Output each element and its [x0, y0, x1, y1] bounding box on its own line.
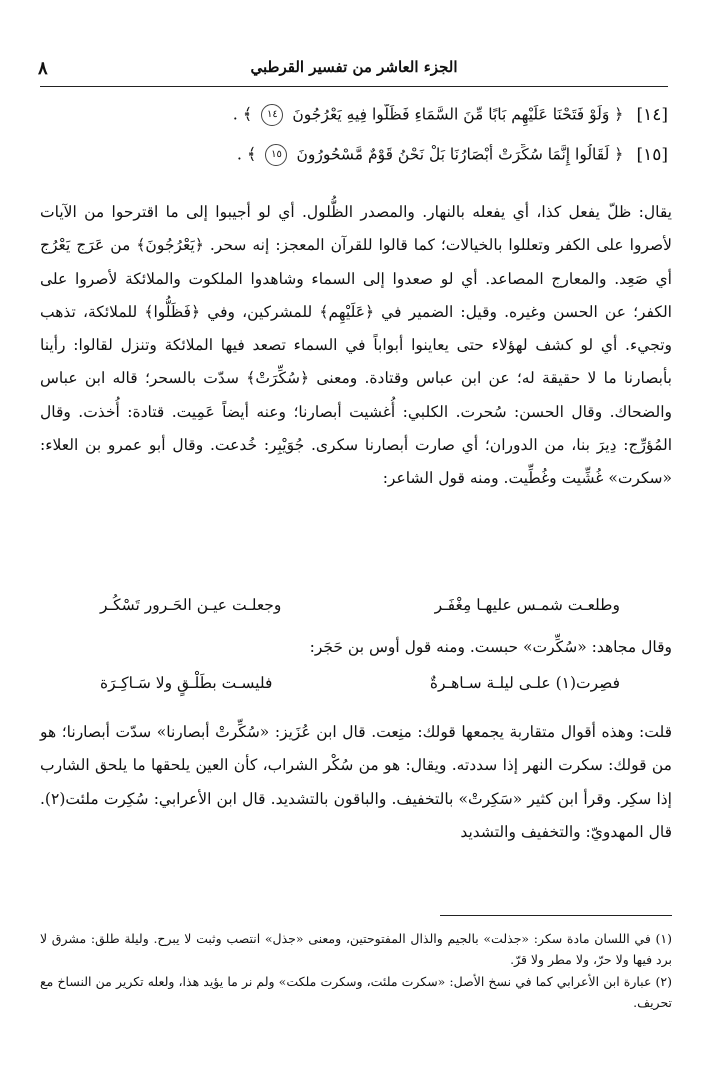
- poem-second-hemistich: وجعلـت عيـن الحَـرور تَسْكُـر: [100, 596, 282, 614]
- running-title: الجزء العاشر من تفسير القرطبي: [250, 58, 458, 76]
- footnotes: [40, 929, 672, 1015]
- verse-number: [١٥]: [636, 144, 668, 165]
- verse-number: [١٤]: [636, 104, 668, 125]
- commentary-paragraph: يقال: ظلّ يفعل كذا، أي يفعله بالنهار. والمصدر الظُّلول. أي لو أجيبوا إلى ما اقترحوا من الآيات لأصروا على الكفر وتعللوا بالخيالات؛ كما قالوا للقرآن المعجز: إنه سحر. ﴿يَعْرُجُونَ﴾ من عَرَج يَعْرُج أي صَعِد. والمعارج المصاعد. أي لو صعدوا إلى السماء وشاهدوا الملكوت والملائكة لأصروا على الكفر؛ عن الحسن وغيره. وقيل: الضمير في ﴿عَلَيْهِم﴾ للمشركين، وفي ﴿فَظَلُّوا﴾ للملائكة، تذهب وتجيء. أي لو كشف لهؤلاء حتى يعاينوا أبواباً في السماء تصعد فيها الملائكة وتنزل لقالوا: رأينا بأبصارنا ما لا حقيقة له؛ عن ابن عباس وقتادة. ومعنى ﴿سُكِّرَتْ﴾ سدّت بالسحر؛ قاله ابن عباس والضحاك. وقال الحسن: سُحرت. الكلبي: أُغشيت أبصارنا؛ وعنه أيضاً عَمِيت. قتادة: أُخذت. وقال المُؤرِّج: دِيرَ بنا، من الدوران؛ أي صارت أبصارنا سكرى. جُوَيْبِر: خُدعت. وقال أبو عمرو بن العلاء: «سكرت» غُشِّيت وغُطِّيت. ومنه قول الشاعر:: [40, 203, 672, 488]
- verse-text: ﴿ لَقَالُوا إِنَّمَا سُكِّرَتْ أَبْصَارُنَا بَلْ نَحْنُ قَوْمٌ مَّسْحُورُونَ: [296, 145, 624, 164]
- poem-first-hemistich: وطلعـت شمـس عليهـا مِغْفَـر: [434, 596, 620, 614]
- footnote-1: (١) في اللسان مادة سكر: «جذلت» بالجيم والذال المفتوحتين، ومعنى «جذل» انتصب وثبت لا يبرح. وليلة طلق: مشرق لا برد فيها ولا حرّ، ولا مطر ولا قرّ.: [40, 931, 672, 967]
- poem-verse-1: [80, 596, 640, 628]
- commentary-block-2: [40, 631, 672, 664]
- commentary-block-1: [40, 196, 672, 496]
- ayah-end-marker: ١٥: [265, 144, 287, 166]
- footnote-2: (٢) عبارة ابن الأعرابي كما في نسخ الأصل: «سكرت ملئت، وسكرت ملكت» ولم نر ما يؤيد هذا، ولعله تكرير من النساخ مع تحريف.: [40, 974, 672, 1010]
- poem-verse-2: [80, 674, 640, 706]
- poem-second-hemistich: فليسـت بطَلْـقٍ ولا سَـاكِـرَة: [100, 674, 273, 692]
- verse-text: ﴿ وَلَوْ فَتَحْنَا عَلَيْهِم بَابًا مِّنَ السَّمَاءِ فَظَلُّوا فِيهِ يَعْرُجُونَ: [292, 105, 624, 124]
- commentary-paragraph: قلت: وهذه أقوال متقاربة يجمعها قولك: منِعت. قال ابن عُزَيز: «سُكِّرتْ أبصارنا» سدّت أبصارنا؛ هو من قولك: سكرت النهر إذا سددته. ويقال: هو من سُكْر الشراب، كأن العين يلحقها ما يلحق الشارب إذا سكِر. وقرأ ابن كثير «سَكِرتْ» بالتخفيف. والباقون بالتشديد. قال ابن الأعرابي: سُكِرت ملئت(٢). قال المهدويّ: والتخفيف والتشديد: [40, 723, 672, 841]
- commentary-block-3: [40, 716, 672, 849]
- verse-close: ﴾ .: [232, 104, 253, 124]
- header-divider: [40, 86, 668, 87]
- footnote-divider: [440, 915, 672, 916]
- commentary-paragraph: وقال مجاهد: «سُكِّرت» حبست. ومنه قول أوس بن حَجَر:: [309, 638, 672, 656]
- verse-close: ﴾ .: [236, 144, 257, 164]
- page-number: ٨: [38, 58, 48, 79]
- verse-14: [40, 104, 668, 134]
- ayah-end-marker: ١٤: [261, 104, 283, 126]
- page-header: [30, 58, 678, 84]
- verse-15: [40, 144, 668, 174]
- poem-first-hemistich: فصِرت(١) علـى ليلـة سـاهـرةٌ: [429, 674, 620, 692]
